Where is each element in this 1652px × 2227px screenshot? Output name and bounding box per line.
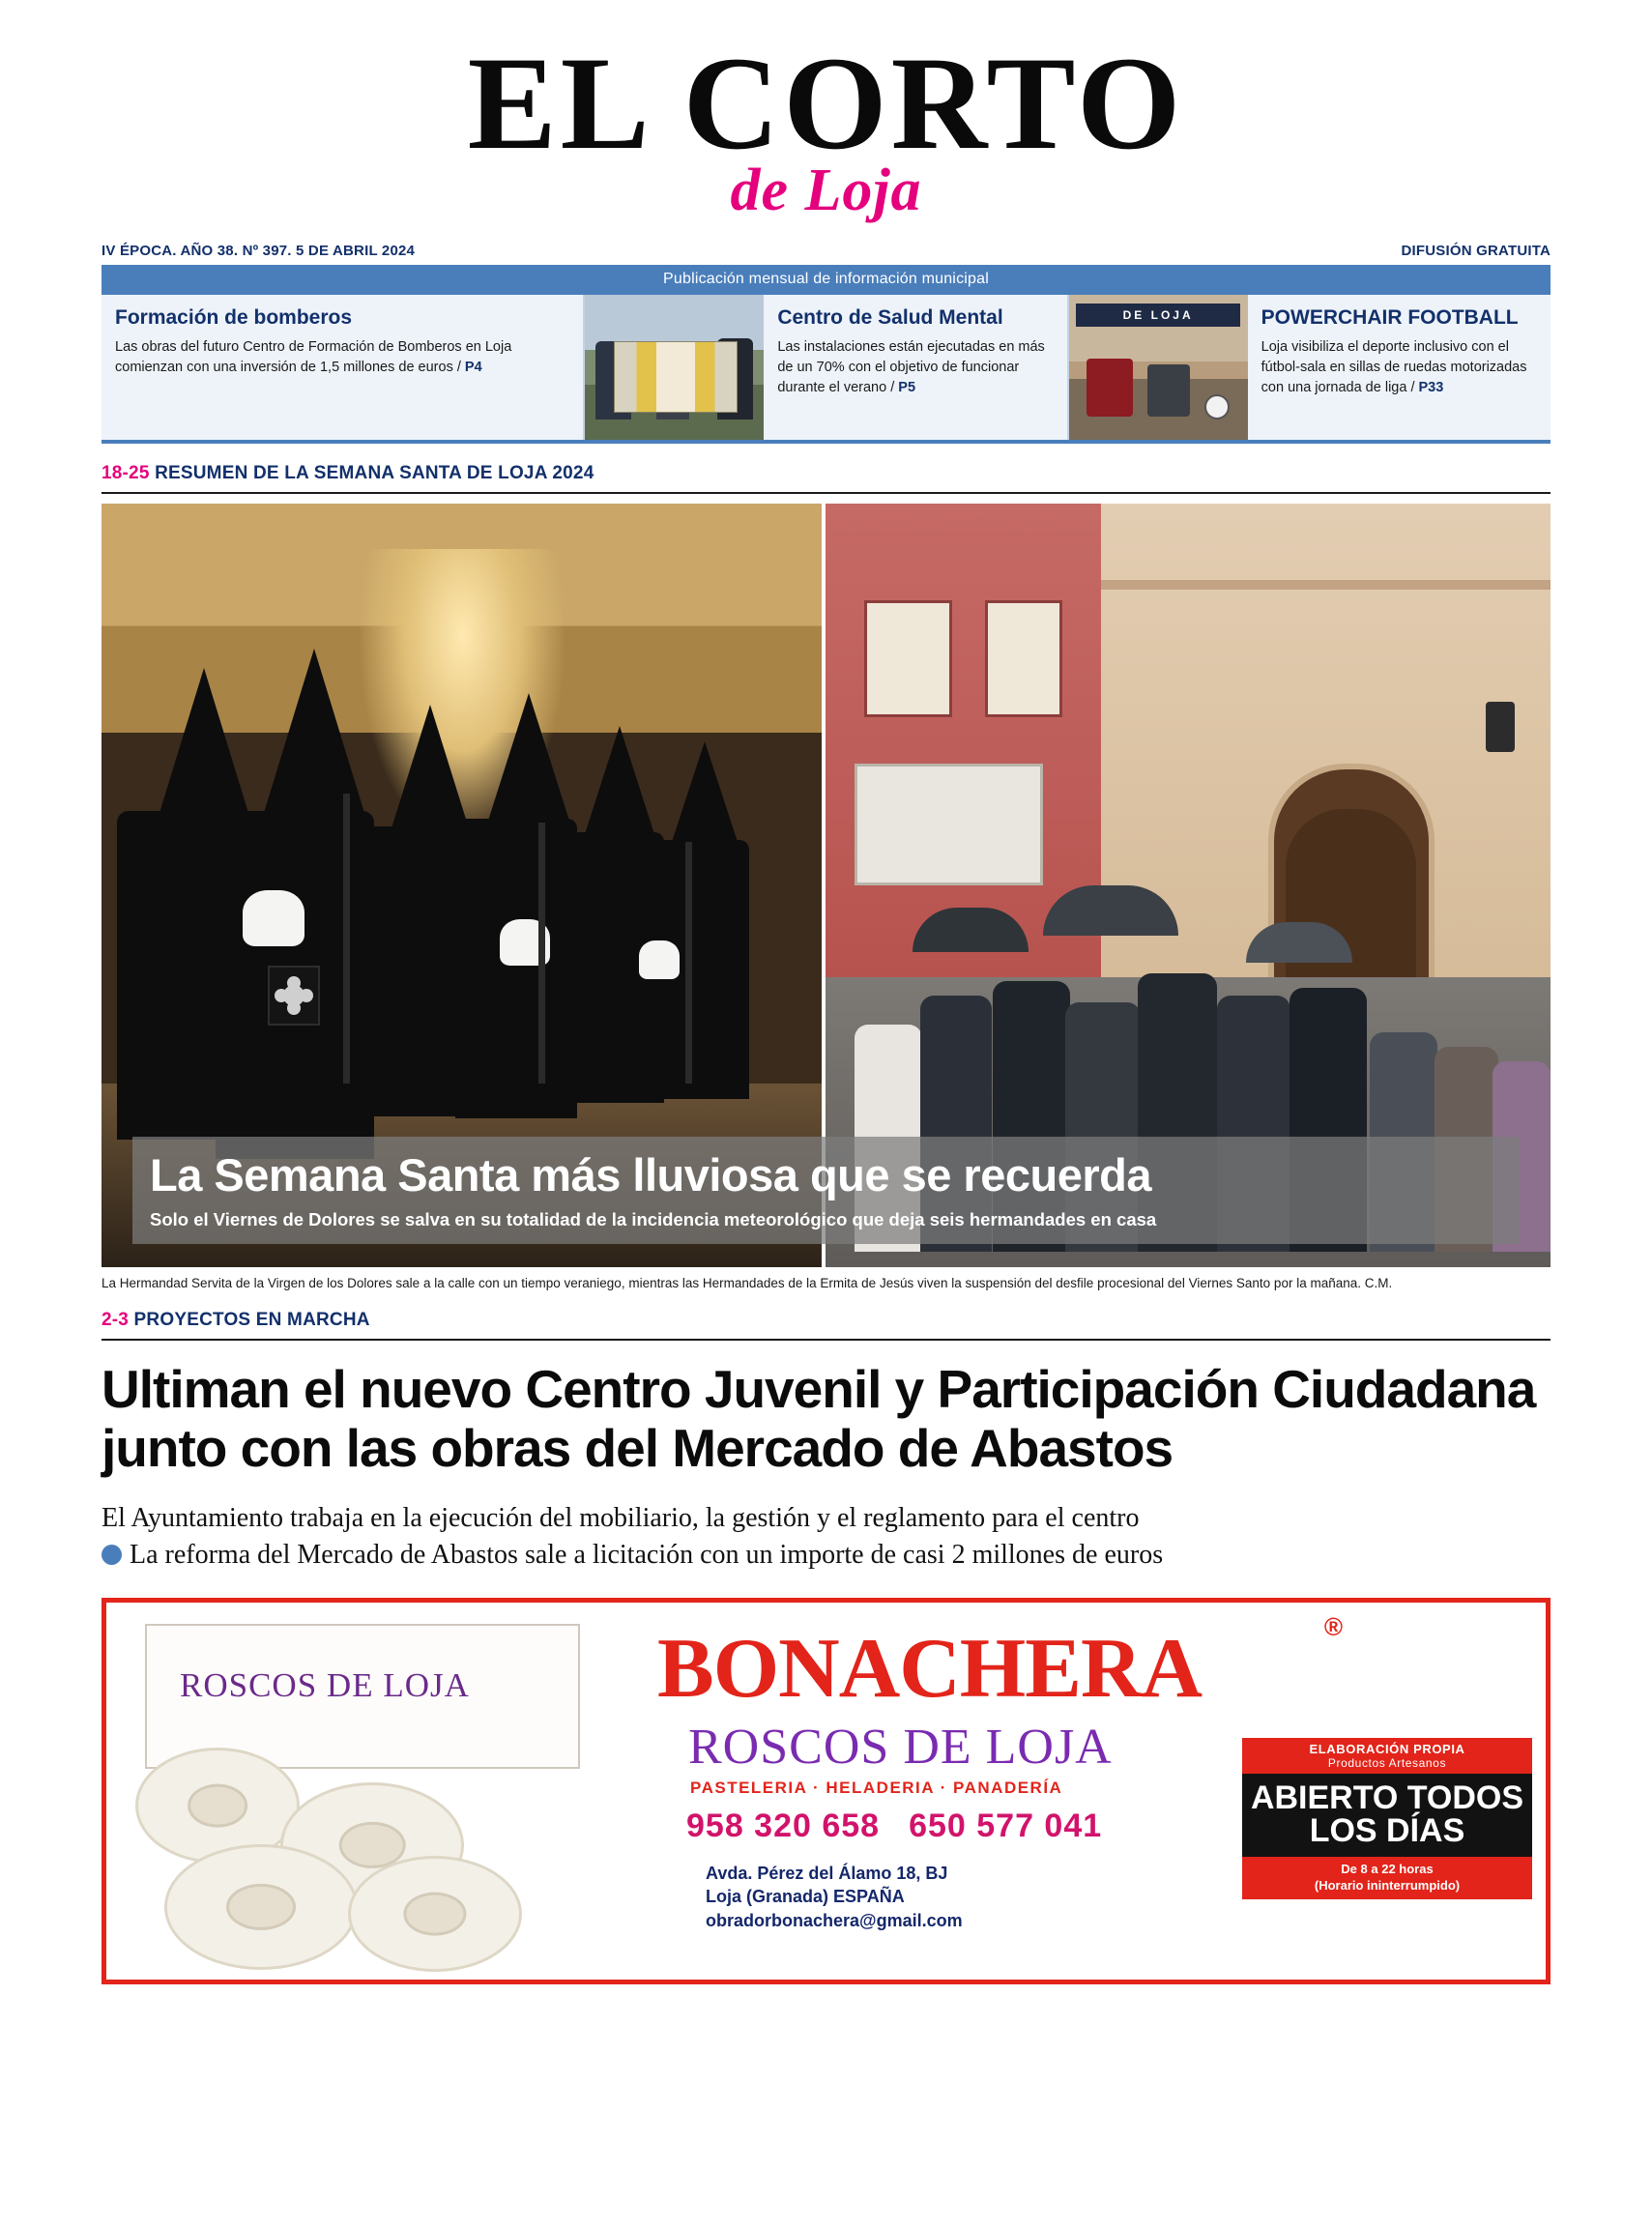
advert-email: obradorbonachera@gmail.com xyxy=(706,1910,963,1930)
lead-deck-line2: La reforma del Mercado de Abastos sale a licitación con un importe de casi 2 millones de euros xyxy=(130,1540,1164,1571)
advert-stamp-hours xyxy=(1242,1857,1532,1899)
advert-bonachera[interactable] xyxy=(101,1598,1551,1984)
kicker-rule xyxy=(101,492,1551,494)
advert-text-panel xyxy=(648,1603,1546,1980)
advert-phone-1: 958 320 658 xyxy=(686,1807,881,1844)
advert-categories: PASTELERIA · HELADERIA · PANADERÍA xyxy=(690,1778,1063,1797)
advert-stamp-open-line2: LOS DÍAS xyxy=(1309,1811,1465,1849)
edition-bar xyxy=(101,243,1551,259)
teaser-image-salud-mental xyxy=(585,295,764,440)
teaser-page-ref: P5 xyxy=(898,380,916,396)
free-distribution-label: DIFUSIÓN GRATUITA xyxy=(1401,243,1551,259)
lead-headline: Ultiman el nuevo Centro Juvenil y Participación Ciudadana junto con las obras del Mercado de Abastos xyxy=(101,1358,1536,1479)
advert-stamp-title xyxy=(1242,1738,1532,1774)
advert-product-photo xyxy=(106,1603,648,1980)
teaser-headline: Centro de Salud Mental xyxy=(777,306,1003,329)
advert-address-line2: Loja (Granada) ESPAÑA xyxy=(706,1887,905,1907)
advert-box-label: ROSCOS DE LOJA xyxy=(180,1665,470,1704)
lead-deck xyxy=(101,1500,1551,1575)
teaser-headline: POWERCHAIR FOOTBALL xyxy=(1261,306,1519,329)
advert-stamp-hours-line2: (Horario ininterrumpido) xyxy=(1314,1877,1461,1893)
masthead-subtitle: de Loja xyxy=(730,158,922,223)
photo-caption: La Hermandad Servita de la Virgen de los Dolores sale a la calle con un tiempo veraniego, mientras las Hermandades de la Ermita de Jesús viven la suspensión del desfile procesional del Viernes Santo por la mañana. C.M. xyxy=(101,1276,1393,1290)
masthead xyxy=(101,0,1551,225)
edition-info: IV ÉPOCA. AÑO 38. Nº 397. 5 DE ABRIL 2024 xyxy=(101,243,416,259)
lead-kicker-rule xyxy=(101,1339,1551,1341)
advert-stamp-hours-line1: De 8 a 22 horas xyxy=(1341,1861,1434,1876)
semana-santa-kicker xyxy=(101,463,1551,484)
semana-santa-kicker-text: RESUMEN DE LA SEMANA SANTA DE LOJA 2024 xyxy=(155,463,594,483)
advert-phones xyxy=(686,1808,1131,1845)
teaser-page-ref: P33 xyxy=(1418,380,1444,396)
registered-mark-icon: ® xyxy=(1323,1611,1343,1641)
hero-headline: La Semana Santa más lluviosa que se recuerda xyxy=(150,1149,1151,1200)
teaser-body xyxy=(777,337,1053,398)
teaser-text xyxy=(101,295,583,440)
hero-overlay xyxy=(132,1137,1520,1244)
advert-phone-2: 650 577 041 xyxy=(909,1807,1103,1844)
advert-address-line1: Avda. Pérez del Álamo 18, BJ xyxy=(706,1863,948,1883)
advert-product-name: ROSCOS DE LOJA xyxy=(688,1719,1113,1775)
teaser-image-powerchair xyxy=(1069,295,1248,440)
bullet-icon xyxy=(101,1545,122,1565)
advert-stamp-title-text: ELABORACIÓN PROPIA xyxy=(1309,1741,1465,1756)
teaser-body xyxy=(115,337,569,378)
lead-deck-line2-wrap xyxy=(101,1537,1551,1575)
teaser-body xyxy=(1261,337,1537,398)
teaser-salud-mental[interactable] xyxy=(585,295,1066,440)
masthead-title: EL CORTO xyxy=(467,29,1185,177)
teaser-bomberos[interactable] xyxy=(101,295,583,440)
advert-brand: BONACHERA xyxy=(657,1621,1203,1716)
publication-strap: Publicación mensual de información municipal xyxy=(101,265,1551,295)
lead-kicker-text: PROYECTOS EN MARCHA xyxy=(133,1309,370,1330)
lead-kicker xyxy=(101,1310,1551,1331)
advert-stamp-open xyxy=(1242,1774,1532,1857)
semana-santa-photo-block xyxy=(101,504,1551,1267)
advert-stamp-subtitle: Productos Artesanos xyxy=(1327,1755,1447,1770)
teaser-text xyxy=(764,295,1066,440)
lead-pages: 2-3 xyxy=(101,1309,130,1330)
teaser-powerchair[interactable] xyxy=(1069,295,1551,440)
teaser-row xyxy=(101,295,1551,444)
teaser-body-text: Las instalaciones están ejecutadas en más de un 70% con el objetivo de funcionar durante el verano / xyxy=(777,339,1045,396)
advert-stamp-open-line1: ABIERTO TODOS xyxy=(1250,1779,1524,1816)
teaser-headline: Formación de bomberos xyxy=(115,306,353,329)
teaser-image-banner: DE LOJA xyxy=(1076,304,1240,327)
teaser-body-text: Loja visibiliza el deporte inclusivo con el fútbol-sala en sillas de ruedas motorizadas con una jornada de liga / xyxy=(1261,339,1527,396)
advert-stamp xyxy=(1242,1738,1532,1899)
semana-santa-pages: 18-25 xyxy=(101,463,150,483)
teaser-page-ref: P4 xyxy=(464,360,482,376)
teaser-body-text: Las obras del futuro Centro de Formación de Bomberos en Loja comienzan con una inversión de 1,5 millones de euros / xyxy=(115,339,512,376)
lead-deck-line1: El Ayuntamiento trabaja en la ejecución del mobiliario, la gestión y el reglamento para el centro xyxy=(101,1502,1140,1533)
advert-address xyxy=(706,1862,963,1932)
hero-subhead: Solo el Viernes de Dolores se salva en su totalidad de la incidencia meteorológico que deja seis hermandades en casa xyxy=(150,1209,1157,1229)
teaser-text xyxy=(1248,295,1551,440)
